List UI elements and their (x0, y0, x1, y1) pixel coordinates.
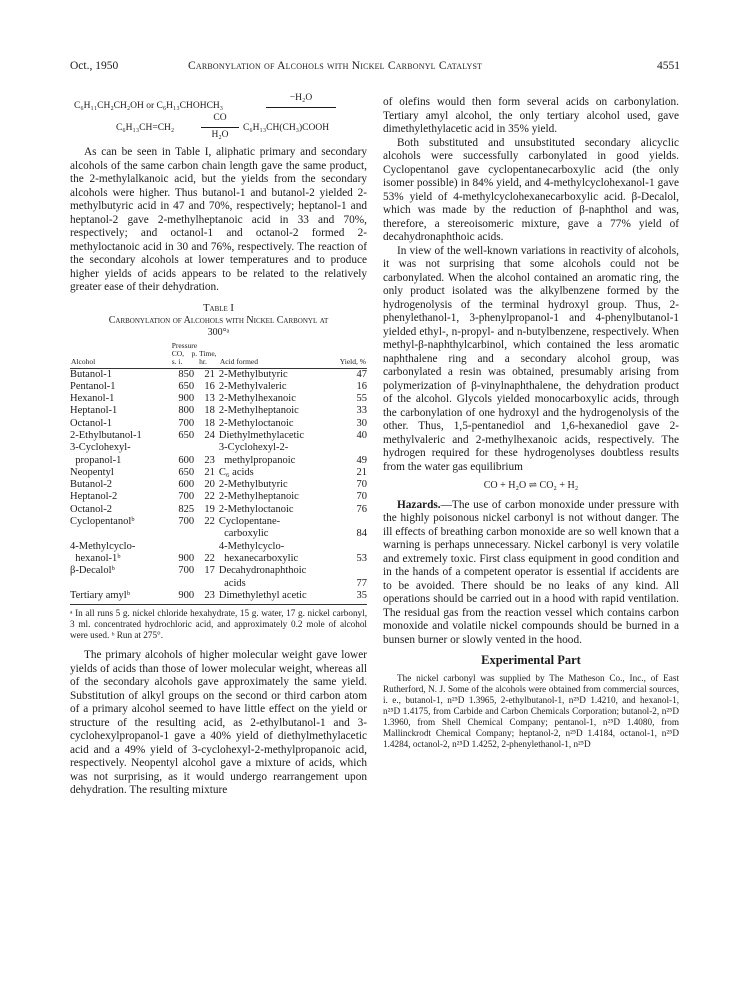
header-date: Oct., 1950 (70, 60, 119, 72)
table-row (70, 491, 367, 503)
table-row (70, 553, 367, 565)
cell-yield: 53 (356, 552, 367, 564)
running-header (70, 60, 680, 76)
cell-acid: Dimethylethyl acetic (219, 590, 338, 605)
table-row (70, 393, 367, 405)
cell-pressure: 900 (178, 393, 195, 405)
cell-pressure (171, 541, 198, 553)
section-heading-experimental: Experimental Part (481, 653, 581, 667)
arrow-label: −H₂O (289, 93, 313, 103)
results-table (70, 341, 367, 606)
cell-acid: 2-Methylhexanoic (218, 393, 296, 405)
cell-acid: Diethylmethylacetic (218, 429, 305, 441)
table-title (70, 315, 367, 339)
cell-yield: 70 (356, 491, 367, 503)
cell-pressure: 600 (178, 454, 195, 466)
cell-yield: 40 (356, 429, 367, 441)
page-number: 4551 (657, 60, 680, 72)
cell-alcohol: Heptanol-2 (70, 491, 118, 503)
left-column (70, 93, 367, 798)
cell-acid: hexanecarboxylic (218, 552, 299, 564)
cell-acid: Cyclopentane- (218, 516, 281, 528)
cell-time: 20 (204, 479, 215, 491)
cell-pressure: 700 (178, 565, 195, 577)
cell-yield: 77 (356, 577, 367, 589)
cell-acid: acids (218, 577, 246, 589)
col-header-acid: Acid formed (219, 341, 338, 369)
cell-pressure: 600 (178, 479, 195, 491)
cell-pressure: 850 (178, 368, 195, 380)
cell-pressure: 825 (178, 503, 195, 515)
cell-pressure: 800 (178, 405, 195, 417)
table-row (70, 368, 367, 381)
cell-alcohol: 3-Cyclohexyl- (70, 442, 131, 454)
cell-yield: 47 (356, 368, 367, 380)
cell-time (198, 578, 219, 590)
cell-acid: 2-Methylvaleric (218, 380, 287, 392)
cell-alcohol: β-Decalolᵇ (70, 565, 115, 577)
cell-acid: 2-Methylbutyric (218, 368, 288, 380)
col-header-alcohol: Alcohol (70, 341, 171, 369)
cell-time: 21 (204, 466, 215, 478)
paragraph-reactivity: In view of the well-known variations in reactivity of alcohols, it was not surprising that some alcohols could not be carbonylated. When the alcohol contained an aromatic ring, the only product isolated was the alkylbenzene formed by the hydrogenolysis of the terminal hydroxyl group. Thus, 2-phenylethanol-1, 3-phenylpropanol-1 and 4-phenylbutanol-1 yielded ethyl-, n-propyl- and n-butylbenzene, respectively. When methyl-β-naphthylcarbinol, which contained the less aromatic naphthalene ring and a secondary alcohol group, was carbonylated a resin was obtained, presumably arising from polymerization of β-vinylnaphthalene, the dehydration product of the alcohol. Glycols yielded monocarboxylic acids, through the carbonylation of one hydroxyl and the hydrogenolysis of the other. Thus, 1,5-pentanediol and 1,6-hexanediol gave 2-methylvaleric and 2-methylhexanoic acids, respectively. The hydrogen required for these hydrogenolyses doubtless results from the water gas equilibrium (383, 244, 679, 473)
cell-time: 17 (204, 565, 215, 577)
cell-pressure: 650 (178, 466, 195, 478)
arrow-above: CO (213, 113, 227, 123)
table-label: Table I (203, 302, 234, 314)
paragraph-table-discussion: As can be seen in Table I, aliphatic primary and secondary alcohols of the same carbon chain length gave the same product, the 2-methylalkanoic acid, but the yields from the secondary alcohols were higher. Thus butanol-1 and butanol-2 yielded 2-methylbutyric acid in 47 and 70%, respectively; heptanol-1 and heptanol-2 gave 2-methylheptanoic acid in 33 and 70%, respectively; and octanol-1 and octanol-2 formed 2-methyloctanoic acid in 30 and 76%, respectively. The reaction of the secondary alcohols at lower temperatures and to produce higher yields of acids appears to be related to the relatively greater ease of their dehydration. (70, 146, 367, 293)
cell-time: 21 (204, 368, 215, 380)
cell-acid: 2-Methyloctanoic (218, 503, 294, 515)
cell-alcohol (70, 578, 171, 590)
cell-time: 23 (198, 590, 219, 605)
cell-time (198, 528, 219, 540)
cell-pressure: 700 (178, 491, 195, 503)
cell-pressure (171, 442, 198, 454)
table-body (70, 368, 367, 605)
cell-alcohol: Octanol-1 (70, 417, 112, 429)
table-row (70, 590, 367, 605)
cell-pressure: 900 (171, 590, 198, 605)
col-header-pressure: Pressure CO, p. s. i. (171, 341, 198, 369)
cell-acid: carboxylic (218, 528, 269, 540)
cell-pressure (171, 578, 198, 590)
equation-dehydration (70, 93, 367, 111)
cell-time: 24 (204, 429, 215, 441)
cell-yield: 35 (337, 590, 367, 605)
cell-time (198, 442, 219, 454)
cell-acid: C₆ acids (218, 466, 254, 478)
table-row (70, 430, 367, 442)
cell-alcohol: Tertiary amylᵇ (70, 590, 171, 605)
cell-alcohol (70, 528, 171, 540)
table-title-line2: 300°ᵃ (207, 326, 230, 338)
cell-yield: 30 (356, 417, 367, 429)
table-row (70, 565, 367, 577)
equation-product: C₆H₁₃CH(CH₃)COOH (243, 123, 330, 133)
cell-pressure: 700 (178, 417, 195, 429)
equation-reactants: C₆H₁₁CH₂CH₂OH or C₆H₁₃CHOHCH₃ (74, 101, 224, 111)
cell-yield: 84 (356, 528, 367, 540)
table-row (70, 442, 367, 454)
cell-yield (337, 541, 367, 553)
cell-alcohol: hexanol-1ᵇ (70, 552, 121, 564)
cell-acid: 2-Methylheptanoic (218, 405, 299, 417)
cell-pressure: 700 (178, 516, 195, 528)
cell-alcohol: Butanol-1 (70, 368, 112, 380)
header-title: Carbonylation of Alcohols with Nickel Carbonyl Catalyst (188, 60, 483, 72)
cell-yield: 21 (356, 466, 367, 478)
arrow-below: H₂O (211, 129, 229, 140)
cell-alcohol: Neopentyl (70, 466, 114, 478)
table-row (70, 528, 367, 540)
cell-time: 23 (204, 454, 215, 466)
cell-acid: Decahydronaphthoic (218, 565, 307, 577)
paragraph-olefins: of olefins would then form several acids on carbonylation. Tertiary amyl alcohol, the only tertiary alcohol used, gave dimethylethylacetic acid in 35% yield. (383, 96, 679, 135)
table-row (70, 467, 367, 479)
table-row (70, 479, 367, 491)
hazards-heading: Hazards. (397, 498, 441, 511)
cell-yield: 49 (356, 454, 367, 466)
cell-acid: 3-Cyclohexyl-2- (218, 442, 289, 454)
cell-alcohol: 2-Ethylbutanol-1 (70, 429, 142, 441)
cell-alcohol: Hexanol-1 (70, 393, 115, 405)
table-row (70, 381, 367, 393)
cell-time: 18 (204, 417, 215, 429)
paragraph-alicyclic: Both substituted and unsubstituted secondary alicyclic alcohols were successfully carbonylated in good yields. Cyclopentanol gave cyclopentanecarboxylic acid (the only isomer possible) in 84% yield, and 4-methylcyclohexanol-1 gave 53% yield of 4-methylcyclohexanecarboxylic acid. β-Decalol, which was made by the reduction of β-naphthol and was, therefore, a stereoisomeric mixture, gave a 77% yield of decahydronaphthoic acids. (383, 136, 679, 243)
col-header-yield: Yield, % (337, 341, 367, 369)
cell-yield: 76 (356, 503, 367, 515)
cell-acid: 4-Methylcyclo- (218, 540, 285, 552)
table-row (70, 455, 367, 467)
cell-alcohol: 4-Methylcyclo- (70, 540, 136, 552)
table-row (70, 516, 367, 528)
cell-alcohol: propanol-1 (70, 454, 122, 466)
cell-yield: 55 (356, 393, 367, 405)
cell-alcohol: Pentanol-1 (70, 380, 116, 392)
cell-yield: 33 (356, 405, 367, 417)
paragraph-experimental: The nickel carbonyl was supplied by The Matheson Co., Inc., of East Rutherford, N. J. Some of the alcohols were obtained from commercial sources, i. e., butanol-1, n²⁵D 1.3965, 2-ethylbutanol-1, n²⁵D 1.4210, and hexanol-1, n²⁵D 1.4175, from Carbide and Carbon Chemicals Corporation; butanol-2, n²⁵D 1.3960, from Shell Chemical Company; pentanol-1, n²⁵D 1.4080, from Mallinckrodt Chemical Company; heptanol-2, n²⁵D 1.4184, octanol-1, n²⁵D 1.4284, octanol-2, n²⁵D 1.4252, 2-phenylethanol-1, n²⁵D (383, 672, 679, 749)
right-column (383, 96, 679, 750)
cell-alcohol: Octanol-2 (70, 503, 112, 515)
cell-pressure: 650 (178, 380, 195, 392)
cell-alcohol: Butanol-2 (70, 479, 112, 491)
cell-yield: 70 (356, 479, 367, 491)
equation-olefin: C₆H₁₃CH=CH₂ (116, 123, 175, 133)
cell-time: 13 (204, 393, 215, 405)
reaction-arrow-conditions (201, 112, 239, 142)
table-row (70, 405, 367, 417)
cell-pressure: 650 (178, 429, 195, 441)
cell-pressure (171, 528, 198, 540)
cell-time: 22 (204, 491, 215, 503)
hazards-body: —The use of carbon monoxide under pressure with the highly poisonous nickel carbonyl is not without danger. The ill effects of breathing carbon monoxide are so well known that a warning is perhaps unnecessary. Nickel carbonyl is very volatile and extremely toxic. First class equipment in good condition and in the hands of a competent operator is essential if accidents are to be avoided. There should be no leaks of any kind. All operations should be carried out in a hood with rapid ventilation. The residual gas from the reaction vessel which contains carbon monoxide and volatile nickel compounds should be burned in a bunsen burner or slowly vented in the hood. (383, 498, 679, 646)
paragraph-hazards (383, 499, 679, 648)
cell-time: 16 (204, 380, 215, 392)
cell-acid: 2-Methylbutyric (218, 479, 288, 491)
cell-alcohol: Heptanol-1 (70, 405, 118, 417)
table-row (70, 578, 367, 590)
equation-water-gas: CO + H₂O ⇌ CO₂ + H₂ (483, 480, 579, 491)
cell-time (198, 541, 219, 553)
equation-carbonylation (70, 112, 367, 140)
table-title-line1: Carbonylation of Alcohols with Nickel Carbonyl at (108, 314, 329, 326)
col-header-time: Time, hr. (198, 341, 219, 369)
table-footnote: ᵃ In all runs 5 g. nickel chloride hexahydrate, 15 g. water, 17 g. nickel carbonyl, 3 ml. concentrated hydrochloric acid, and approximately 0.2 mole of alcohol were used. ᵇ Run at 275°. (70, 608, 367, 641)
cell-pressure: 900 (178, 552, 195, 564)
cell-yield (337, 565, 367, 577)
table-row (70, 541, 367, 553)
reaction-arrow (266, 92, 336, 108)
cell-acid: methylpropanoic (218, 454, 296, 466)
table-row (70, 418, 367, 430)
cell-acid: 2-Methyloctanoic (218, 417, 294, 429)
cell-acid: 2-Methylheptanoic (218, 491, 299, 503)
cell-time: 22 (204, 516, 215, 528)
cell-alcohol: Cyclopentanolᵇ (70, 516, 135, 528)
cell-time: 22 (204, 552, 215, 564)
cell-yield (337, 516, 367, 528)
cell-yield: 16 (356, 380, 367, 392)
paragraph-primary-alcohols: The primary alcohols of higher molecular weight gave lower yields of acids than those of lower molecular weight, whereas all of the secondary alcohols gave approximately the same yield. Substitution of alkyl groups on the second or third carbon atom of a primary alcohol seemed to have little effect on the yield or structure of the resulting acid, as 2-ethylbutanol-1 and 3-cyclohexylpropanol-1 gave a 40% yield of diethylmethylacetic acid and a 49% yield of 3-cyclohexyl-2-methylpropanoic acid, respectively. Neopentyl alcohol gave a mixture of acids, which was not surprising, as it would undergo rearrangement upon dehydration. The resulting mixture (70, 649, 367, 797)
cell-time: 18 (204, 405, 215, 417)
cell-time: 19 (204, 503, 215, 515)
cell-yield (337, 442, 367, 454)
table-row (70, 504, 367, 516)
